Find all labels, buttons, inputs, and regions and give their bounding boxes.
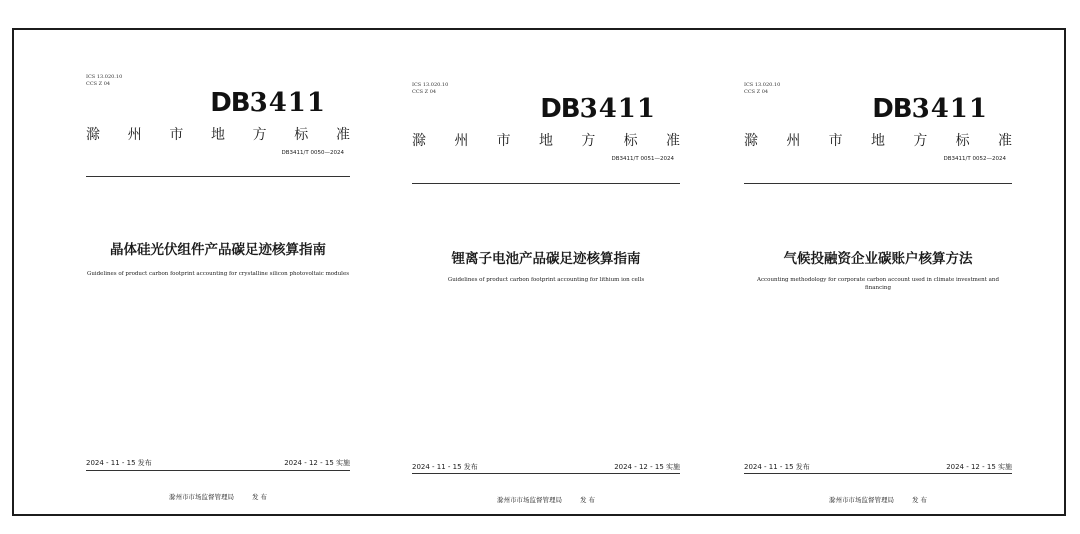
issue-date: 2024 - 11 - 15 发布 xyxy=(744,463,810,471)
header-rule xyxy=(744,183,1012,184)
standard-cover-0050 xyxy=(86,42,350,512)
publish-word: 发 布 xyxy=(579,496,596,504)
db-mark: DB xyxy=(540,94,580,124)
header-rule xyxy=(86,176,350,177)
footer-rule xyxy=(86,470,350,471)
db-number xyxy=(210,88,326,118)
title-char: 市 xyxy=(496,133,511,149)
db-region-number: 3411 xyxy=(579,94,656,124)
standard-cover-0051 xyxy=(412,42,680,512)
title-char: 标 xyxy=(294,127,309,143)
publish-word: 发 布 xyxy=(911,496,928,504)
title-char: 标 xyxy=(955,133,970,149)
title-english: Guidelines of product carbon footprint accounting for crystalline silicon photovoltaic modules xyxy=(86,271,350,277)
standard-code: DB3411/T 0050—2024 xyxy=(281,150,344,156)
header-rule xyxy=(412,183,680,184)
db-number xyxy=(540,94,656,124)
ics-code: ICS 13.020.10 xyxy=(412,82,449,88)
publisher-line xyxy=(744,495,1012,504)
implement-date: 2024 - 12 - 15 实施 xyxy=(284,459,350,467)
title-char: 准 xyxy=(335,127,350,143)
title-char: 市 xyxy=(828,133,843,149)
classification-codes xyxy=(86,74,122,88)
title-char: 市 xyxy=(169,127,184,143)
ccs-code: CCS Z 04 xyxy=(744,89,769,95)
title-char: 滁 xyxy=(744,133,758,149)
db-number xyxy=(872,94,988,124)
db-region-number: 3411 xyxy=(249,88,326,118)
standard-type-title xyxy=(412,130,680,150)
dates-row xyxy=(744,462,1012,472)
publisher-name: 滁州市市场监督管理局 xyxy=(496,496,562,504)
ccs-code: CCS Z 04 xyxy=(86,81,111,87)
db-region-number: 3411 xyxy=(911,94,988,124)
title-char: 州 xyxy=(127,127,142,143)
title-char: 滁 xyxy=(86,127,100,143)
publish-word: 发 布 xyxy=(251,493,268,501)
standard-code: DB3411/T 0052—2024 xyxy=(943,156,1006,162)
title-char: 准 xyxy=(997,133,1012,149)
implement-date: 2024 - 12 - 15 实施 xyxy=(946,463,1012,471)
title-char: 方 xyxy=(581,133,596,149)
classification-codes xyxy=(744,82,780,96)
title-char: 地 xyxy=(538,133,553,149)
publisher-line xyxy=(412,495,680,504)
standard-code: DB3411/T 0051—2024 xyxy=(611,156,674,162)
classification-codes xyxy=(412,82,448,96)
publisher-name: 滁州市市场监督管理局 xyxy=(828,496,894,504)
title-chinese: 气候投融资企业碳账户核算方法 xyxy=(783,251,973,267)
publisher-name: 滁州市市场监督管理局 xyxy=(168,493,234,501)
title-char: 滁 xyxy=(412,133,426,149)
title-char: 准 xyxy=(665,133,680,149)
title-english: Guidelines of product carbon footprint accounting for lithium ion cells xyxy=(447,277,645,283)
title-char: 州 xyxy=(454,133,469,149)
title-char: 地 xyxy=(870,133,885,149)
title-char: 方 xyxy=(252,127,267,143)
db-mark: DB xyxy=(210,88,250,118)
title-chinese: 晶体硅光伏组件产品碳足迹核算指南 xyxy=(110,242,326,258)
standard-type-title xyxy=(86,124,350,144)
title-english: Accounting methodology for corporate carbon account used in climate investment and financing xyxy=(757,277,999,291)
title-chinese: 锂离子电池产品碳足迹核算指南 xyxy=(451,251,641,267)
title-char: 地 xyxy=(210,127,225,143)
ics-code: ICS 13.020.10 xyxy=(86,74,123,80)
implement-date: 2024 - 12 - 15 实施 xyxy=(614,463,680,471)
standard-type-title xyxy=(744,130,1012,150)
standard-cover-0052 xyxy=(744,42,1012,512)
publisher-line xyxy=(86,492,350,501)
footer-rule xyxy=(412,473,680,474)
db-mark: DB xyxy=(872,94,912,124)
footer-rule xyxy=(744,473,1012,474)
title-char: 标 xyxy=(623,133,638,149)
issue-date: 2024 - 11 - 15 发布 xyxy=(86,459,152,467)
ccs-code: CCS Z 04 xyxy=(412,89,437,95)
dates-row xyxy=(86,458,350,468)
title-char: 州 xyxy=(786,133,801,149)
title-char: 方 xyxy=(913,133,928,149)
ics-code: ICS 13.020.10 xyxy=(744,82,781,88)
issue-date: 2024 - 11 - 15 发布 xyxy=(412,463,478,471)
dates-row xyxy=(412,462,680,472)
